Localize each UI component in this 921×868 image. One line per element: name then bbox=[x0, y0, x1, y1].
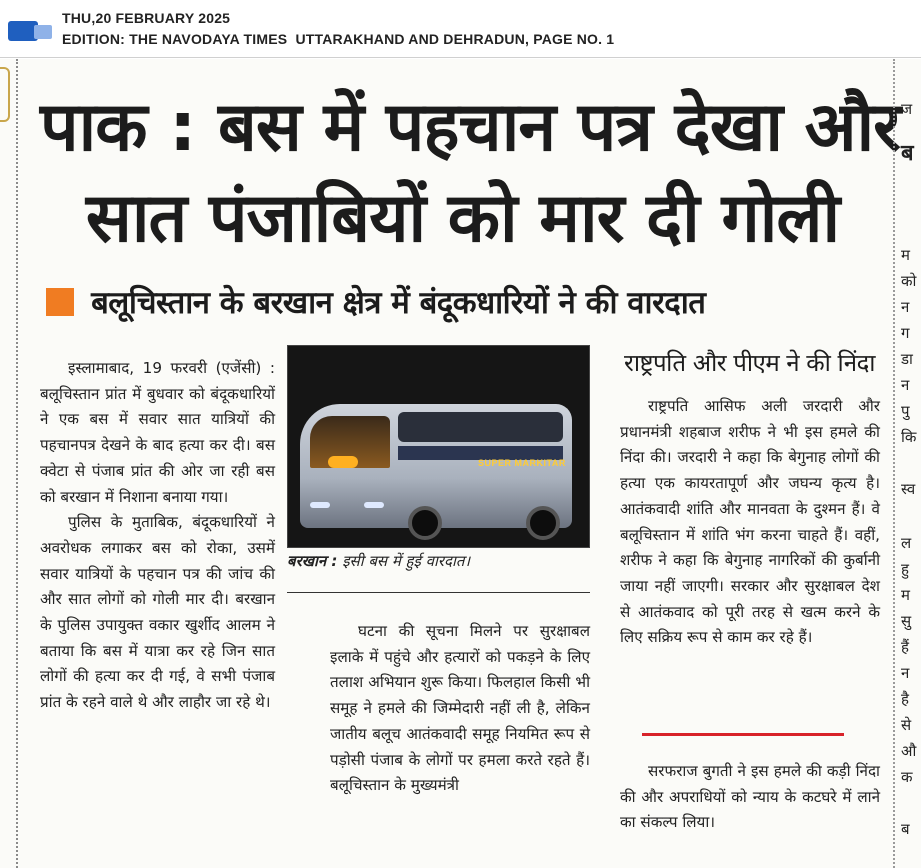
headline-line-1: पाक : बस में पहचान पत्र देखा और bbox=[40, 88, 900, 167]
adjacent-fragment: हैं bbox=[901, 638, 909, 656]
photo-caption bbox=[287, 551, 590, 571]
bus-headboard-light bbox=[328, 456, 358, 468]
adjacent-fragment: है bbox=[901, 690, 909, 708]
article-column-3-continued bbox=[620, 759, 880, 836]
caption-divider bbox=[287, 592, 590, 593]
adjacent-fragment: न bbox=[901, 298, 910, 316]
article-paragraph: घटना की सूचना मिलने पर सुरक्षाबल इलाके में पहुंचे और हत्यारों को पकड़ने के लिए तलाश अभियान शुरू किया। फिलहाल किसी भी समूह ने हमले की जिम्मेदारी नहीं ली है, लेकिन जातीय बलूच आतंकवादी समूह नियमित रूप से पड़ोसी पंजाब के लोगों पर हमला करते रहते हैं। बलूचिस्तान के मुख्यमंत्री bbox=[330, 622, 590, 795]
bus-side-windows bbox=[398, 412, 563, 442]
adjacent-fragment: डा bbox=[901, 350, 913, 368]
edition-date: THU,20 FEBRUARY 2025 bbox=[62, 10, 231, 26]
article-paragraph: पुलिस के मुताबिक, बंदूकधारियों ने अवरोधक लगाकर बस को रोका, उसमें सवार यात्रियों के पहचान पत्र की जांच की और सात लोगों को गोली मार दी। बरखान के पुलिस उपायुक्त वकार खुर्शीद आलम ने बताया कि बस में यात्रा कर रहे जिन सात लोगों की हत्या कर दी गई, वे सभी पंजाब प्रांत के रहने वाले थे और लाहौर जा रहे थे। bbox=[40, 513, 275, 712]
adjacent-fragment: ल bbox=[901, 534, 912, 552]
left-clip-edge bbox=[0, 59, 18, 868]
bus-brand-label: SUPER MARKITAR bbox=[478, 458, 566, 468]
navodaya-times-logo bbox=[8, 21, 52, 43]
adjacent-fragment: औ bbox=[901, 742, 917, 760]
edition-info: EDITION: THE NAVODAYA TIMES UTTARAKHAND AND DEHRADUN, PAGE NO. 1 bbox=[62, 31, 615, 47]
photo-caption-text: इसी बस में हुई वारदात। bbox=[342, 552, 471, 570]
adjacent-fragment: ग bbox=[901, 324, 910, 342]
subheadline-text: बलूचिस्तान के बरखान क्षेत्र में बंदूकधारियों ने की वारदात bbox=[91, 285, 706, 321]
adjacent-fragment: स्व bbox=[901, 480, 916, 498]
adjacent-fragment: से bbox=[901, 716, 912, 734]
left-edge-bracket bbox=[0, 67, 10, 122]
edition-header bbox=[0, 0, 921, 58]
adjacent-fragment: हु bbox=[901, 560, 909, 578]
bus-wheel bbox=[526, 506, 560, 540]
adjacent-fragment: ब bbox=[901, 820, 910, 838]
adjacent-fragment: सु bbox=[901, 612, 912, 630]
orange-square-bullet-icon bbox=[46, 288, 74, 316]
sidebar-red-divider bbox=[642, 733, 844, 736]
article-column-1 bbox=[40, 356, 275, 716]
bus-wheel bbox=[408, 506, 442, 540]
adjacent-fragment: ज bbox=[901, 100, 913, 118]
subheadline bbox=[46, 281, 705, 323]
article-column-2 bbox=[330, 619, 590, 799]
adjacent-fragment: पु bbox=[901, 402, 910, 420]
adjacent-fragment: को bbox=[901, 272, 917, 290]
sidebar-paragraph: राष्ट्रपति आसिफ अली जरदारी और प्रधानमंत्री शहबाज शरीफ ने भी इस हमले की निंदा की। जरदारी ने कहा कि बेगुनाह लोगों की हत्या एक कायरतापूर्ण और जघन्य कृत्य है। आतंकवादी शांति और मानवता के दुश्मन हैं। वे बलूचिस्तान में शांति भंग करना चाहते हैं। वहीं, शरीफ ने कहा कि बेगुनाह नागरिकों की कुर्बानी जाया नहीं जाएगी। सरकार और सुरक्षाबल देश से आतंकवाद को पूरी तरह से खत्म करने के लिए सक्रिय रूप से काम कर रहे हैं। bbox=[620, 397, 880, 647]
article-paragraph: सरफराज बुगती ने इस हमले की कड़ी निंदा की और अपराधियों को न्याय के कटघरे में लाने का संकल्प लिया। bbox=[620, 762, 880, 832]
adjacent-fragment: क bbox=[901, 768, 913, 786]
adjacent-fragment: न bbox=[901, 376, 910, 394]
adjacent-fragment: म bbox=[901, 246, 910, 264]
adjacent-fragment: कि bbox=[901, 428, 917, 446]
bus-headlight bbox=[310, 502, 330, 508]
adjacent-fragment: न bbox=[901, 664, 910, 682]
newspaper-clipping bbox=[0, 59, 921, 868]
adjacent-article-edge bbox=[893, 59, 921, 868]
photo-caption-place: बरखान : bbox=[287, 552, 338, 570]
logo-mark-accent bbox=[34, 25, 52, 39]
headline-line-2: सात पंजाबियों को मार दी गोली bbox=[85, 179, 840, 258]
article-paragraph: इस्लामाबाद, 19 फरवरी (एजेंसी) : बलूचिस्तान प्रांत में बुधवार को बंदूकधारियों ने एक बस में सवार सात यात्रियों की पहचानपत्र देखने के बाद हत्या कर दी। बस क्वेटा से पंजाब प्रांत की ओर जा रही बस को बरखान में निशाना बनाया गया। bbox=[40, 359, 275, 506]
bus-photo bbox=[287, 345, 590, 548]
article-column-3 bbox=[620, 394, 880, 651]
sidebar-heading: राष्ट्रपति और पीएम ने की निंदा bbox=[624, 349, 876, 377]
bus-headlight bbox=[364, 502, 384, 508]
adjacent-fragment: ब bbox=[901, 141, 914, 166]
adjacent-fragment: म bbox=[901, 586, 910, 604]
